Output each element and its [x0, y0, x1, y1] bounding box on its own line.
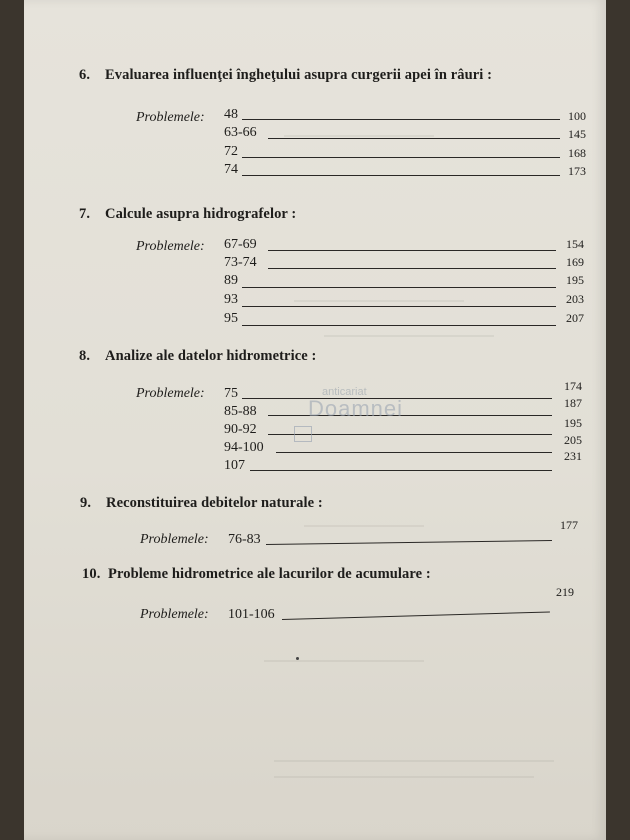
problem-range: 107	[224, 458, 245, 473]
leader-line	[242, 287, 556, 288]
list-item	[24, 311, 606, 331]
problems-label: Problemele:	[140, 532, 209, 547]
page-number: 169	[566, 255, 584, 269]
list-item	[24, 273, 606, 293]
book-page	[24, 0, 606, 840]
section-heading	[79, 206, 296, 223]
section-number: 8.	[79, 348, 91, 364]
problems-label: Problemele:	[136, 110, 205, 125]
problems-label: Problemele:	[136, 386, 205, 401]
leader-line	[242, 306, 556, 307]
list-item	[24, 585, 606, 627]
section-title: Reconstituirea debitelor naturale :	[106, 495, 323, 511]
section-10	[24, 566, 606, 636]
watermark-line2: Doamnei	[308, 396, 404, 421]
section-heading	[79, 67, 492, 84]
leader-line	[242, 175, 560, 176]
problem-range: 73-74	[224, 255, 257, 270]
section-title: Evaluarea influenţei îngheţului asupra curgerii apei în râuri :	[105, 67, 493, 83]
leader-line	[268, 250, 556, 251]
page-number: 145	[568, 127, 586, 141]
section-number: 10.	[82, 566, 101, 582]
page-number: 205	[564, 433, 582, 447]
leader-line	[242, 157, 560, 158]
list-item	[24, 449, 606, 478]
section-heading	[80, 495, 323, 512]
section-number: 6.	[79, 67, 91, 83]
list-item	[24, 292, 606, 312]
problems-label: Problemele:	[140, 607, 209, 622]
list-item	[24, 125, 606, 145]
list-item	[24, 144, 606, 164]
page-number: 154	[566, 237, 584, 251]
problems-label: Problemele:	[136, 239, 205, 254]
watermark	[286, 386, 436, 450]
problem-range: 89	[224, 273, 238, 288]
problem-range: 93	[224, 292, 238, 307]
page-number: 100	[568, 109, 586, 123]
watermark-line1: anticariat	[322, 386, 367, 398]
section-9	[24, 495, 606, 555]
leader-line	[276, 452, 552, 453]
page-number: 177	[560, 518, 578, 532]
problem-range: 72	[224, 144, 238, 159]
section-title: Analize ale datelor hidrometrice :	[105, 348, 317, 364]
section-heading	[79, 348, 316, 365]
page-number: 195	[566, 273, 584, 287]
list-item	[24, 237, 606, 257]
leader-line	[250, 470, 552, 471]
list-item	[24, 518, 606, 552]
leader-line	[282, 612, 550, 620]
list-item	[24, 107, 606, 127]
list-item	[24, 255, 606, 275]
section-number: 7.	[79, 206, 91, 222]
problem-range: 48	[224, 107, 238, 122]
page-number: 231	[564, 449, 582, 463]
problem-range: 90-92	[224, 422, 257, 437]
problem-range: 101-106	[228, 607, 275, 622]
ink-dot	[296, 657, 299, 660]
leader-line	[242, 119, 560, 120]
problem-range: 85-88	[224, 404, 257, 419]
problem-range: 94-100	[224, 440, 264, 455]
page-number: 203	[566, 292, 584, 306]
section-number: 9.	[80, 495, 92, 511]
page-number: 173	[568, 164, 586, 178]
problem-range: 75	[224, 386, 238, 401]
problem-range: 67-69	[224, 237, 257, 252]
leader-line	[266, 540, 552, 545]
watermark-logo-icon	[294, 426, 312, 442]
problem-range: 76-83	[228, 532, 261, 547]
page-number: 187	[564, 396, 582, 410]
leader-line	[242, 325, 556, 326]
page-number: 219	[556, 585, 574, 599]
page-number: 174	[564, 379, 582, 393]
section-7	[24, 206, 606, 336]
page-number: 168	[568, 146, 586, 160]
list-item	[24, 162, 606, 182]
leader-line	[268, 268, 556, 269]
leader-line	[268, 138, 560, 139]
section-6	[24, 67, 606, 187]
problem-range: 95	[224, 311, 238, 326]
problem-range: 63-66	[224, 125, 257, 140]
section-title: Calcule asupra hidrografelor :	[105, 206, 297, 222]
problem-range: 74	[224, 162, 238, 177]
page-number: 195	[564, 416, 582, 430]
page-number: 207	[566, 311, 584, 325]
section-heading	[82, 566, 431, 583]
section-title: Probleme hidrometrice ale lacurilor de acumulare :	[108, 566, 431, 582]
